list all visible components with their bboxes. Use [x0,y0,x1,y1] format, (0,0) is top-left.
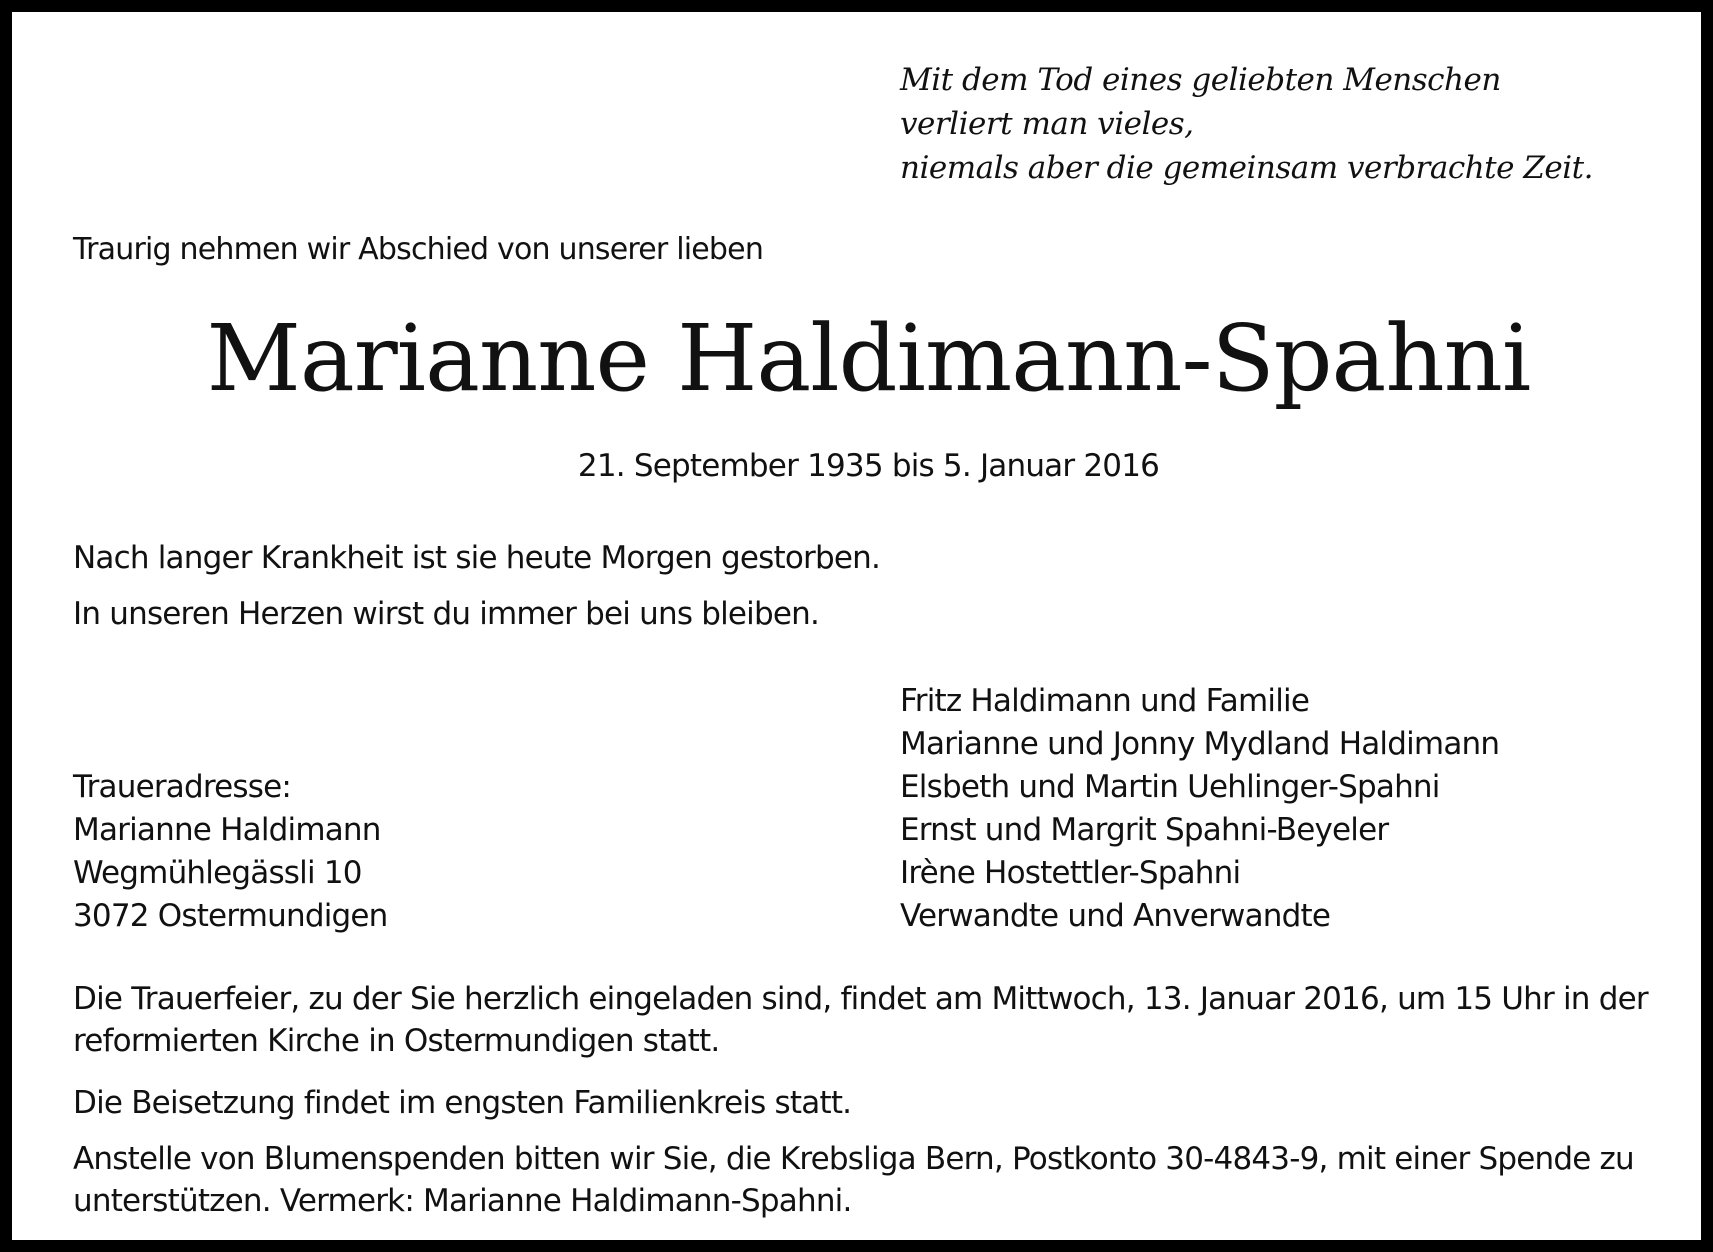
mourner-name: Fritz Haldimann und Familie [900,683,1310,719]
burial-line: Die Beisetzung findet im engsten Familienkreis statt. [73,1085,852,1121]
motto-line: niemals aber die gemeinsam verbrachte Zeit. [900,150,1593,186]
statement-remembrance: In unseren Herzen wirst du immer bei uns bleiben. [73,596,820,632]
motto-quote [900,58,1593,190]
mourner-name: Irène Hostettler-Spahni [900,855,1241,891]
address-name: Marianne Haldimann [73,812,381,848]
motto-line: Mit dem Tod eines geliebten Menschen [900,62,1501,98]
ceremony-paragraph [73,978,1673,1062]
mourning-address [73,766,388,938]
donation-paragraph [73,1138,1673,1222]
intro-text: Traurig nehmen wir Abschied von unserer lieben [73,232,764,267]
mourners-list [900,680,1499,938]
mourner-name: Marianne und Jonny Mydland Haldimann [900,726,1500,762]
address-heading: Traueradresse: [73,769,292,805]
address-city: 3072 Ostermundigen [73,898,388,934]
ceremony-line: Die Trauerfeier, zu der Sie herzlich eingeladen sind, findet am Mittwoch, 13. Januar 2016, um 15 Uhr in der [73,981,1648,1017]
life-dates: 21. September 1935 bis 5. Januar 2016 [577,448,1160,484]
statement-death: Nach langer Krankheit ist sie heute Morgen gestorben. [73,540,881,576]
motto-line: verliert man vieles, [900,106,1194,142]
mourner-name: Ernst und Margrit Spahni-Beyeler [900,812,1389,848]
deceased-name: Marianne Haldimann-Spahni [206,305,1531,412]
donation-line: Anstelle von Blumenspenden bitten wir Sie, die Krebsliga Bern, Postkonto 30-4843-9, mit einer Spende zu [73,1141,1634,1177]
burial-paragraph [73,1082,1673,1124]
mourner-name: Elsbeth und Martin Uehlinger-Spahni [900,769,1440,805]
address-street: Wegmühlegässli 10 [73,855,362,891]
mourner-name: Verwandte und Anverwandte [900,898,1331,934]
donation-line: unterstützen. Vermerk: Marianne Haldimann-Spahni. [73,1183,852,1219]
ceremony-line: reformierten Kirche in Ostermundigen statt. [73,1023,720,1059]
